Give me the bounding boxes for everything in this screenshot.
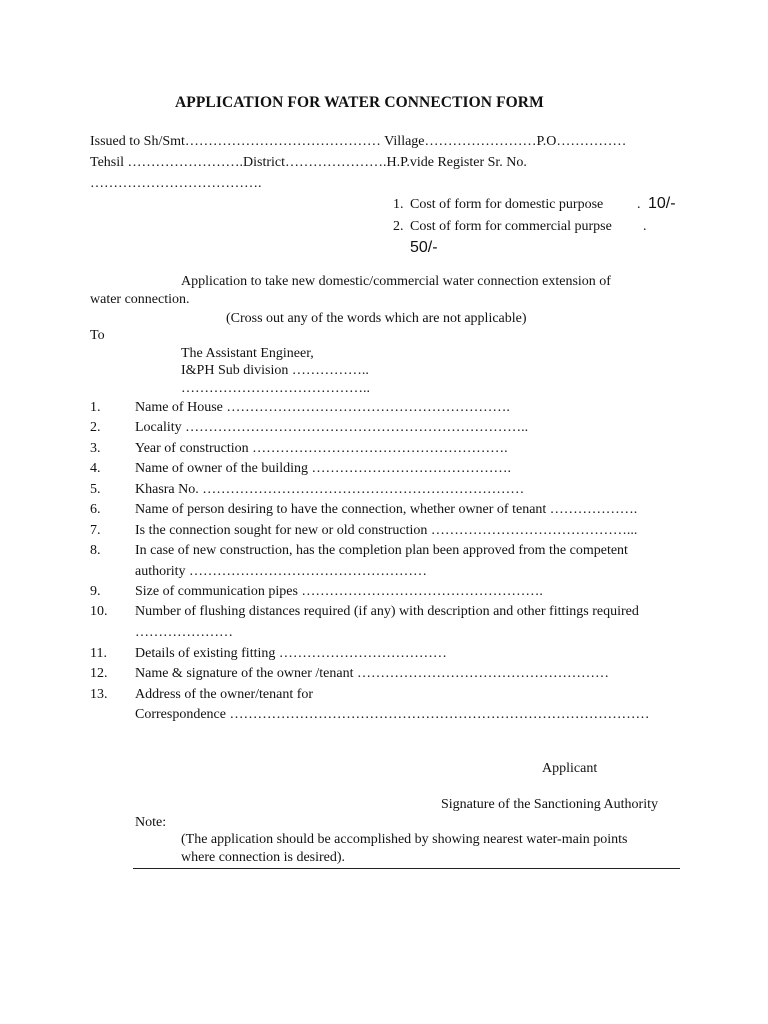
item-number: 2. <box>90 420 101 435</box>
addressee-line-2: I&PH Sub division …………….. <box>181 363 369 378</box>
application-text-line-2: water connection. <box>90 292 190 307</box>
to-label: To <box>90 328 105 343</box>
item-text: Khasra No. …………………………………………………………… <box>135 482 525 497</box>
item-text: Name of House ……………………………………………………. <box>135 400 510 415</box>
cost-item-2-amount: 50/- <box>410 239 438 256</box>
item-text: Year of construction ………………………………………………. <box>135 441 508 456</box>
addressee-line-1: The Assistant Engineer, <box>181 346 314 361</box>
item-number: 6. <box>90 502 101 517</box>
cost-item-2-number: 2. <box>393 219 404 234</box>
item-text: Name of owner of the building ……………………………………. <box>135 461 512 476</box>
item-text-continued: Correspondence ……………………………………………………………………………… <box>135 707 650 722</box>
item-text-continued: ………………… <box>135 625 233 640</box>
bottom-divider <box>133 868 680 869</box>
applicant-label: Applicant <box>542 761 598 776</box>
note-line-2: where connection is desired). <box>181 850 346 865</box>
form-title: APPLICATION FOR WATER CONNECTION FORM <box>175 94 544 111</box>
item-text: Name & signature of the owner /tenant ……………………………………………… <box>135 666 609 681</box>
item-text: In case of new construction, has the completion plan been approved from the competent <box>135 543 628 558</box>
item-text: Is the connection sought for new or old construction ……………………………………... <box>135 523 638 538</box>
register-dots-line: ………………………………. <box>90 176 262 191</box>
sanctioning-authority-signature-label: Signature of the Sanctioning Authority <box>441 797 658 812</box>
item-number: 4. <box>90 461 101 476</box>
tehsil-line: Tehsil …………………….District………………….H.P.vide Register Sr. No. <box>90 155 527 170</box>
cross-out-instruction: (Cross out any of the words which are not applicable) <box>226 311 527 326</box>
item-number: 9. <box>90 584 101 599</box>
item-text: Size of communication pipes ……………………………………………. <box>135 584 543 599</box>
item-text: Address of the owner/tenant for <box>135 687 314 702</box>
application-text-line-1: Application to take new domestic/commercial water connection extension of <box>181 274 611 289</box>
item-number: 5. <box>90 482 101 497</box>
item-number: 7. <box>90 523 101 538</box>
cost-item-1-amount: 10/- <box>648 195 676 212</box>
item-text: Number of flushing distances required (if any) with description and other fittings required <box>135 604 639 619</box>
item-number: 11. <box>90 646 107 661</box>
item-number: 13. <box>90 687 108 702</box>
item-number: 10. <box>90 604 108 619</box>
item-number: 8. <box>90 543 101 558</box>
item-number: 3. <box>90 441 101 456</box>
cost-item-1-label: Cost of form for domestic purpose <box>410 197 604 212</box>
cost-item-1-number: 1. <box>393 197 404 212</box>
addressee-line-3: ………………………………….. <box>181 381 370 396</box>
note-label: Note: <box>135 815 167 830</box>
item-text: Locality ……………………………………………………………….. <box>135 420 529 435</box>
note-line-1: (The application should be accomplished by showing nearest water-main points <box>181 832 628 847</box>
item-number: 12. <box>90 666 108 681</box>
cost-item-2-dot: . <box>643 219 647 234</box>
item-text: Details of existing fitting ……………………………… <box>135 646 447 661</box>
item-text: Name of person desiring to have the connection, whether owner of tenant ………………. <box>135 502 638 517</box>
item-text-continued: authority …………………………………………… <box>135 564 428 579</box>
cost-item-2-label: Cost of form for commercial purpse <box>410 219 612 234</box>
item-number: 1. <box>90 400 101 415</box>
cost-item-1-dot: . <box>637 197 641 212</box>
issued-to-line: Issued to Sh/Smt…………………………………… Village……………………P.O…………… <box>90 134 627 149</box>
